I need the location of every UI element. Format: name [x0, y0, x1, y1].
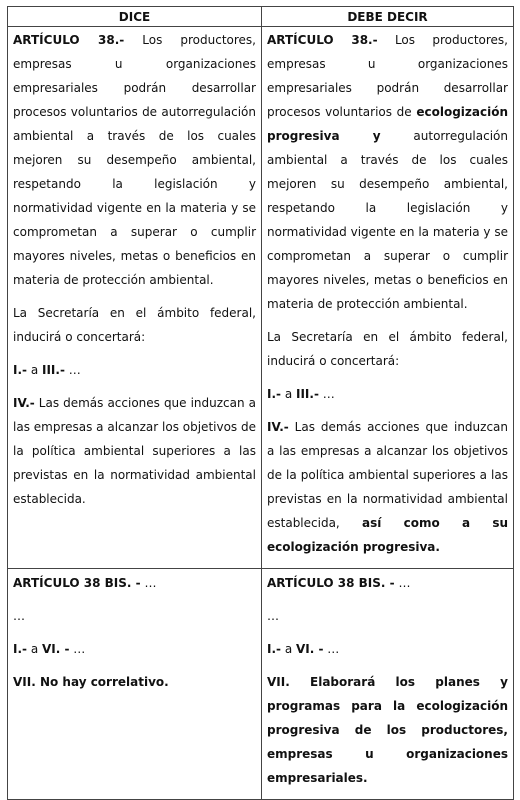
- debe-fraccion-mid: a: [281, 387, 296, 401]
- dice-vii-paragraph: [13, 670, 256, 694]
- dice-art38-title: ARTÍCULO 38.-: [13, 33, 125, 47]
- comparison-table: [7, 6, 514, 800]
- debe-ellipsis-paragraph: …: [267, 609, 279, 623]
- dice-fraccion-end: III.-: [42, 363, 65, 377]
- dice-art38-body: Los productores, empresas u organizaciones empresariales podrán desarrollar procesos voluntarios de autorregulación ambiental a través de los cuales mejoren su desempeño ambiental, respetando la legislación y normatividad vigente en la materia y se comprometan a superar o cumplir mayores niveles, metas o beneficios en materia de protección ambiental.: [13, 33, 256, 287]
- dice-fracciones-paragraph: [13, 358, 256, 382]
- article-38-row: [8, 27, 514, 569]
- dice-iv-body: Las demás acciones que induzcan a las empresas a alcanzar los objetivos de la política ambiental superiores a las previstas en la normatividad ambiental establecida.: [13, 396, 256, 506]
- dice-fraccion2-end: VI. -: [42, 642, 70, 656]
- debe-vii-paragraph: [267, 670, 508, 790]
- dice-art38-paragraph: [13, 28, 256, 292]
- dice-fraccion-start: I.-: [13, 363, 28, 377]
- debe-secretaria-paragraph: La Secretaría en el ámbito federal, inducirá o concertará:: [267, 330, 508, 368]
- debe-fraccion-end: III.-: [296, 387, 319, 401]
- debe-iv-paragraph: [267, 415, 508, 559]
- debe-art38-body2: autorregulación ambiental a través de los cuales mejoren su desempeño ambiental, respetando la legislación y normatividad vigente en la materia y se comprometan a superar o cumplir mayores niveles, metas o beneficios en materia de protección ambiental.: [267, 129, 508, 311]
- dice-vii-text: VII. No hay correlativo.: [13, 675, 169, 689]
- dice-art38bis-rest: …: [140, 576, 157, 590]
- dice-art38bis-paragraph: [13, 571, 256, 595]
- debe-fraccion-start: I.-: [267, 387, 282, 401]
- dice-fraccion-ellipsis: …: [64, 363, 81, 377]
- debe-article-38-bis-cell: [262, 569, 514, 800]
- debe-fraccion-ellipsis: …: [318, 387, 335, 401]
- header-row: [8, 7, 514, 27]
- article-38-bis-row: [8, 569, 514, 800]
- dice-ellipsis-paragraph: …: [13, 609, 25, 623]
- debe-art38-paragraph: [267, 28, 508, 316]
- debe-fraccion2-ellipsis: …: [323, 642, 340, 656]
- dice-art38bis-title: ARTÍCULO 38 BIS. -: [13, 576, 141, 590]
- dice-iv-paragraph: [13, 391, 256, 511]
- header-dice: DICE: [8, 7, 262, 27]
- debe-fracciones2-paragraph: [267, 637, 508, 661]
- debe-art38-body1: Los productores, empresas u organizaciones empresariales podrán desarrollar procesos voluntarios de: [267, 33, 508, 119]
- debe-fraccion2-start: I.-: [267, 642, 282, 656]
- debe-art38-bold-insert: ecologización progresiva y: [267, 105, 508, 143]
- debe-art38-title: ARTÍCULO 38.-: [267, 33, 378, 47]
- debe-fraccion2-end: VI. -: [296, 642, 324, 656]
- dice-fraccion2-mid: a: [27, 642, 42, 656]
- debe-article-38-cell: [262, 27, 514, 569]
- debe-fracciones-paragraph: [267, 382, 508, 406]
- debe-art38bis-paragraph: [267, 571, 508, 595]
- dice-article-38-bis-cell: [8, 569, 262, 800]
- debe-fraccion2-mid: a: [281, 642, 296, 656]
- debe-art38bis-title: ARTÍCULO 38 BIS. -: [267, 576, 395, 590]
- header-debe-decir: DEBE DECIR: [262, 7, 514, 27]
- dice-fraccion-mid: a: [27, 363, 42, 377]
- dice-fraccion2-ellipsis: …: [69, 642, 86, 656]
- debe-iv-bold-insert: así como a su ecologización progresiva.: [267, 516, 508, 554]
- dice-fracciones2-paragraph: [13, 637, 256, 661]
- debe-vii-text: VII. Elaborará los planes y programas para la ecologización progresiva de los productores, empresas u organizaciones empresariales.: [267, 675, 508, 785]
- dice-secretaria-paragraph: La Secretaría en el ámbito federal, inducirá o concertará:: [13, 306, 256, 344]
- debe-iv-body: Las demás acciones que induzcan a las empresas a alcanzar los objetivos de la política ambiental superiores a las previstas en la normatividad ambiental establecida,: [267, 420, 508, 530]
- debe-iv-label: IV.-: [267, 420, 289, 434]
- dice-article-38-cell: [8, 27, 262, 569]
- dice-iv-label: IV.-: [13, 396, 35, 410]
- dice-fraccion2-start: I.-: [13, 642, 28, 656]
- debe-art38bis-rest: …: [394, 576, 411, 590]
